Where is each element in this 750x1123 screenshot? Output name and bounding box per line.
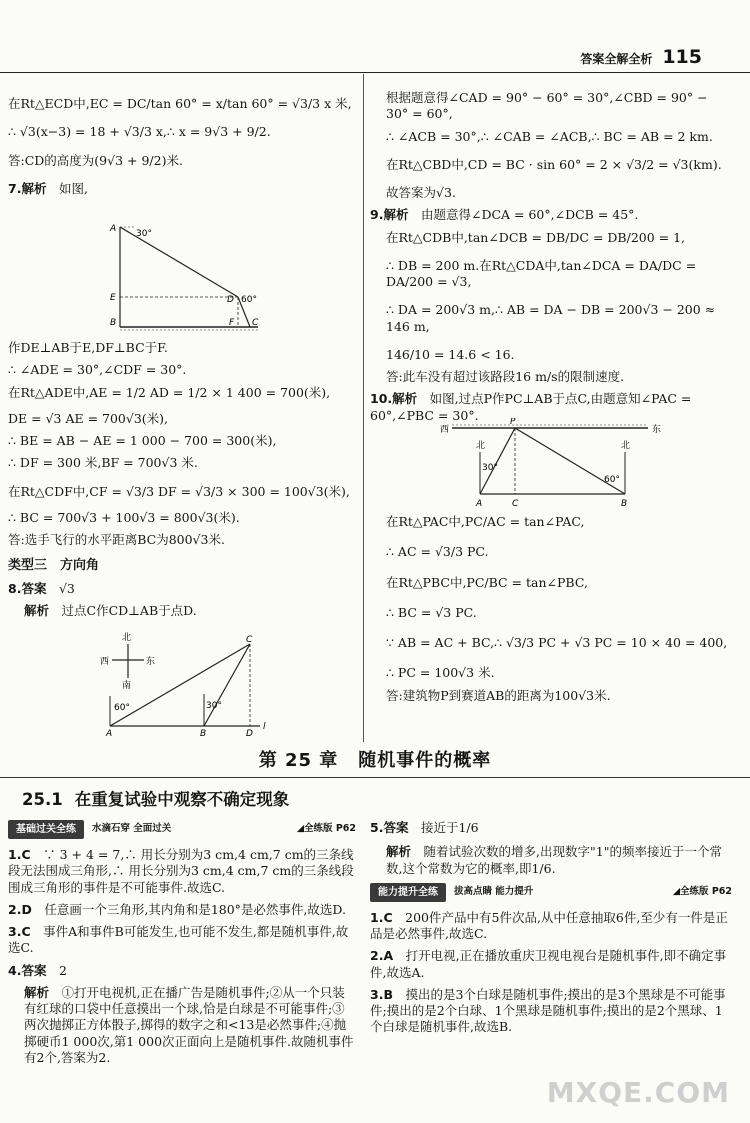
solution-line: 在Rt△PBC中,PC/BC = tan∠PBC, (386, 574, 588, 590)
solution-line: 在Rt△CDF中,CF = √3/3 DF = √3/3 × 300 = 100√3(米), (8, 483, 350, 499)
solution-line: 在Rt△ECD中,EC = DC/tan 60° = x/tan 60° = √3/3 x 米, (8, 96, 352, 111)
point-label: B (621, 499, 628, 509)
figure-7 (100, 222, 280, 337)
point-label: B (110, 318, 117, 328)
direction-north: 北 (122, 633, 132, 643)
practice-band (370, 883, 732, 902)
q8-answer-value: √3 (58, 581, 75, 597)
band-slogan: 水滴石穿 全面过关 (92, 823, 172, 835)
answer-item (8, 847, 356, 896)
direction-north: 北 (621, 441, 631, 451)
line-label: l (263, 722, 266, 732)
answer-item (8, 902, 356, 918)
q8-analysis (8, 603, 358, 619)
item-number: 1.C (8, 847, 31, 862)
item-number: 2.A (370, 948, 394, 964)
type-heading: 类型三 方向角 (8, 558, 100, 574)
angle-label: 30° (482, 463, 498, 473)
q5-answer-value: 接近于1/6 (420, 820, 479, 835)
left-column (8, 96, 356, 203)
item-number: 4.答案 (8, 962, 47, 978)
q7-solution (8, 340, 358, 626)
section-left-column (8, 816, 356, 1072)
item-text: ①打开电视机,正在播广告是随机事件;②从一个只装有红球的口袋中任意摸出一个球,恰是白球是不可能事件;③两次抛掷正方体骰子,掷得的数字之和<13是必然事件;④抛掷硬币1 000次,第1 000次正面向上是随机事件.故随机事件有2个,答案为2. (24, 984, 354, 1065)
item-number: 3.B (370, 986, 393, 1002)
item-text: 任意画一个三角形,其内角和是180°是必然事件,故选D. (44, 901, 346, 917)
solution-line: ∴ √3(x−3) = 18 + √3/3 x,∴ x = 9√3 + 9/2. (8, 124, 271, 140)
solution-line: 在Rt△CBD中,CD = BC · sin 60° = 2 × √3/2 = √3(km). (386, 156, 722, 172)
point-label: A (476, 499, 483, 509)
solution-line: 146/10 = 14.6 < 16. (386, 346, 515, 362)
answer-item (370, 910, 732, 943)
point-label: E (110, 293, 116, 303)
point-label: C (512, 499, 519, 509)
answer-item (8, 924, 356, 957)
column-divider (363, 74, 364, 742)
q9-text: 由题意得∠DCA = 60°,∠DCB = 45°. (420, 207, 639, 223)
band-reference: ◢全练版 P62 (296, 823, 356, 835)
point-label: P (510, 418, 516, 427)
band-reference: ◢全练版 P62 (672, 886, 732, 898)
q5-number: 5.答案 (370, 820, 409, 835)
answer-line: 故答案为√3. (386, 185, 456, 200)
point-label: F (229, 318, 235, 328)
solution-line: ∴ ∠ACB = 30°,∴ ∠CAB = ∠ACB,∴ BC = AB = 2 km. (386, 128, 713, 144)
point-label: A (110, 224, 117, 234)
item-text: 摸出的是3个白球是随机事件;摸出的是3个黑球是不可能事件;摸出的是2个白球、1个黑球是随机事件;摸出的是2个黑球、1个白球是随机事件,故选B. (370, 986, 726, 1035)
q8-answer (8, 581, 358, 597)
section-heading (22, 786, 289, 810)
section-number: 25.1 (22, 790, 63, 809)
solution-line: 作DE⊥AB于E,DF⊥BC于F. (8, 340, 168, 355)
direction-east: 东 (146, 657, 156, 667)
solution-line: ∴ PC = 100√3 米. (386, 665, 495, 681)
angle-label: 30° (206, 701, 222, 711)
q9-number: 9.解析 (370, 207, 409, 223)
q7-intro: 如图, (58, 180, 88, 196)
q7-number: 7.解析 (8, 180, 47, 196)
q10-text: 如图,过点P作PC⊥AB于点C,由题意知∠PAC = 60°,∠PBC = 30°. (370, 391, 692, 423)
practice-band (8, 820, 356, 839)
band-slogan: 拔高点睛 能力提升 (454, 886, 534, 898)
chapter-number: 第 25 章 (258, 750, 339, 771)
answer-line: 答:选手飞行的水平距离BC为800√3米. (8, 532, 225, 547)
direction-east: 东 (652, 425, 662, 435)
point-label: C (252, 318, 259, 328)
item-number: 3.C (8, 924, 31, 939)
solution-line: ∴ BC = 700√3 + 100√3 = 800√3(米). (8, 509, 240, 525)
solution-line: 在Rt△PAC中,PC/AC = tan∠PAC, (386, 514, 585, 529)
point-label: D (227, 295, 234, 305)
angle-label: 60° (114, 703, 130, 713)
analysis-item (8, 985, 356, 1066)
item-number: 2.D (8, 901, 32, 917)
solution-line: ∴ AC = √3/3 PC. (386, 544, 489, 560)
answer-item (370, 948, 732, 981)
direction-west: 西 (440, 425, 450, 435)
item-text: 事件A和事件B可能发生,也可能不发生,都是随机事件,故选C. (8, 924, 349, 956)
analysis-label: 解析 (386, 844, 412, 860)
chapter-heading (0, 746, 750, 772)
q7-heading (8, 181, 356, 197)
section-title: 在重复试验中观察不确定现象 (74, 790, 290, 809)
band-tag: 基础过关全练 (8, 820, 84, 839)
solution-line: DE = √3 AE = 700√3(米), (8, 410, 169, 426)
item-text: 200件产品中有5件次品,从中任意抽取6件,至少有一件是正品是必然事件,故选C. (370, 909, 728, 941)
q5-answer (370, 820, 732, 836)
solution-line: ∴ DF = 300 米,BF = 700√3 米. (8, 455, 198, 471)
chapter-rule (0, 777, 750, 778)
direction-north: 北 (476, 441, 486, 451)
angle-label: 60° (604, 475, 620, 485)
solution-line: 根据题意得∠CAD = 90° − 60° = 30°,∠CBD = 90° − 30° = 60°, (386, 90, 708, 122)
page-number: 115 (662, 46, 702, 68)
item-text: 打开电视,正在播放重庆卫视电视台是随机事件,即不确定事件,故选A. (370, 948, 727, 980)
solution-line: ∴ BC = √3 PC. (386, 604, 477, 620)
header-rule (0, 72, 750, 73)
item-text: ∵ 3 + 4 = 7,∴ 用长分别为3 cm,4 cm,7 cm的三条线段无法围成三角形,∴ 用长分别为3 cm,4 cm,7 cm的三条线段围成三角形的事件是不可能事件.故选C. (8, 847, 354, 895)
solution-line: 在Rt△CDB中,tan∠DCB = DB/DC = DB/200 = 1, (386, 229, 686, 245)
item-number: 1.C (370, 909, 393, 925)
page-header (580, 46, 702, 68)
solution-line: ∴ ∠ADE = 30°,∠CDF = 30°. (8, 362, 187, 378)
figure-8 (100, 630, 290, 740)
solution-line: ∴ DA = 200√3 m,∴ AB = DA − DB = 200√3 − 200 ≈ 146 m, (386, 302, 716, 334)
q10-number: 10.解析 (370, 391, 418, 407)
answer-item (8, 963, 356, 979)
point-label: B (200, 729, 207, 739)
q5-text: 随着试验次数的增多,出现数字"1"的频率接近于一个常数,这个常数为它的概率,即1/6. (386, 844, 722, 876)
solution-line: ∴ DB = 200 m.在Rt△CDA中,tan∠DCA = DA/DC = DA/200 = √3, (386, 257, 697, 289)
angle-label: 60° (241, 295, 257, 305)
solution-line: ∴ BE = AB − AE = 1 000 − 700 = 300(米), (8, 433, 277, 448)
watermark: MXQE.COM (546, 1076, 730, 1109)
section-right-column (370, 820, 732, 1042)
answer-line: 答:CD的高度为(9√3 + 9/2)米. (8, 152, 183, 168)
q5-analysis (370, 844, 732, 877)
direction-west: 西 (100, 657, 110, 667)
point-label: A (106, 729, 113, 739)
point-label: D (246, 729, 253, 739)
direction-south: 南 (122, 681, 132, 691)
solution-line: ∵ AB = AC + BC,∴ √3/3 PC + √3 PC = 10 × 40 = 400, (386, 635, 728, 650)
q8-text: 过点C作CD⊥AB于点D. (61, 603, 197, 619)
point-label: C (246, 635, 253, 645)
answer-line: 答:建筑物P到赛道AB的距离为100√3米. (386, 687, 611, 703)
analysis-label: 解析 (24, 603, 50, 619)
answer-item (370, 987, 732, 1036)
answer-line: 答:此车没有超过该路段16 m/s的限制速度. (386, 369, 625, 384)
q8-number: 8.答案 (8, 581, 47, 597)
q9-heading (370, 207, 732, 223)
chapter-title: 随机事件的概率 (358, 750, 492, 771)
figure-10 (440, 418, 665, 510)
right-column (370, 90, 732, 430)
item-text: 2 (58, 962, 67, 978)
solution-line: 在Rt△ADE中,AE = 1/2 AD = 1/2 × 1 400 = 700(米), (8, 384, 331, 400)
analysis-label: 解析 (24, 984, 50, 1000)
band-tag: 能力提升全练 (370, 883, 446, 902)
angle-label: 30° (136, 229, 152, 239)
header-title: 答案全解全析 (580, 52, 653, 66)
q10-solution (370, 514, 732, 710)
